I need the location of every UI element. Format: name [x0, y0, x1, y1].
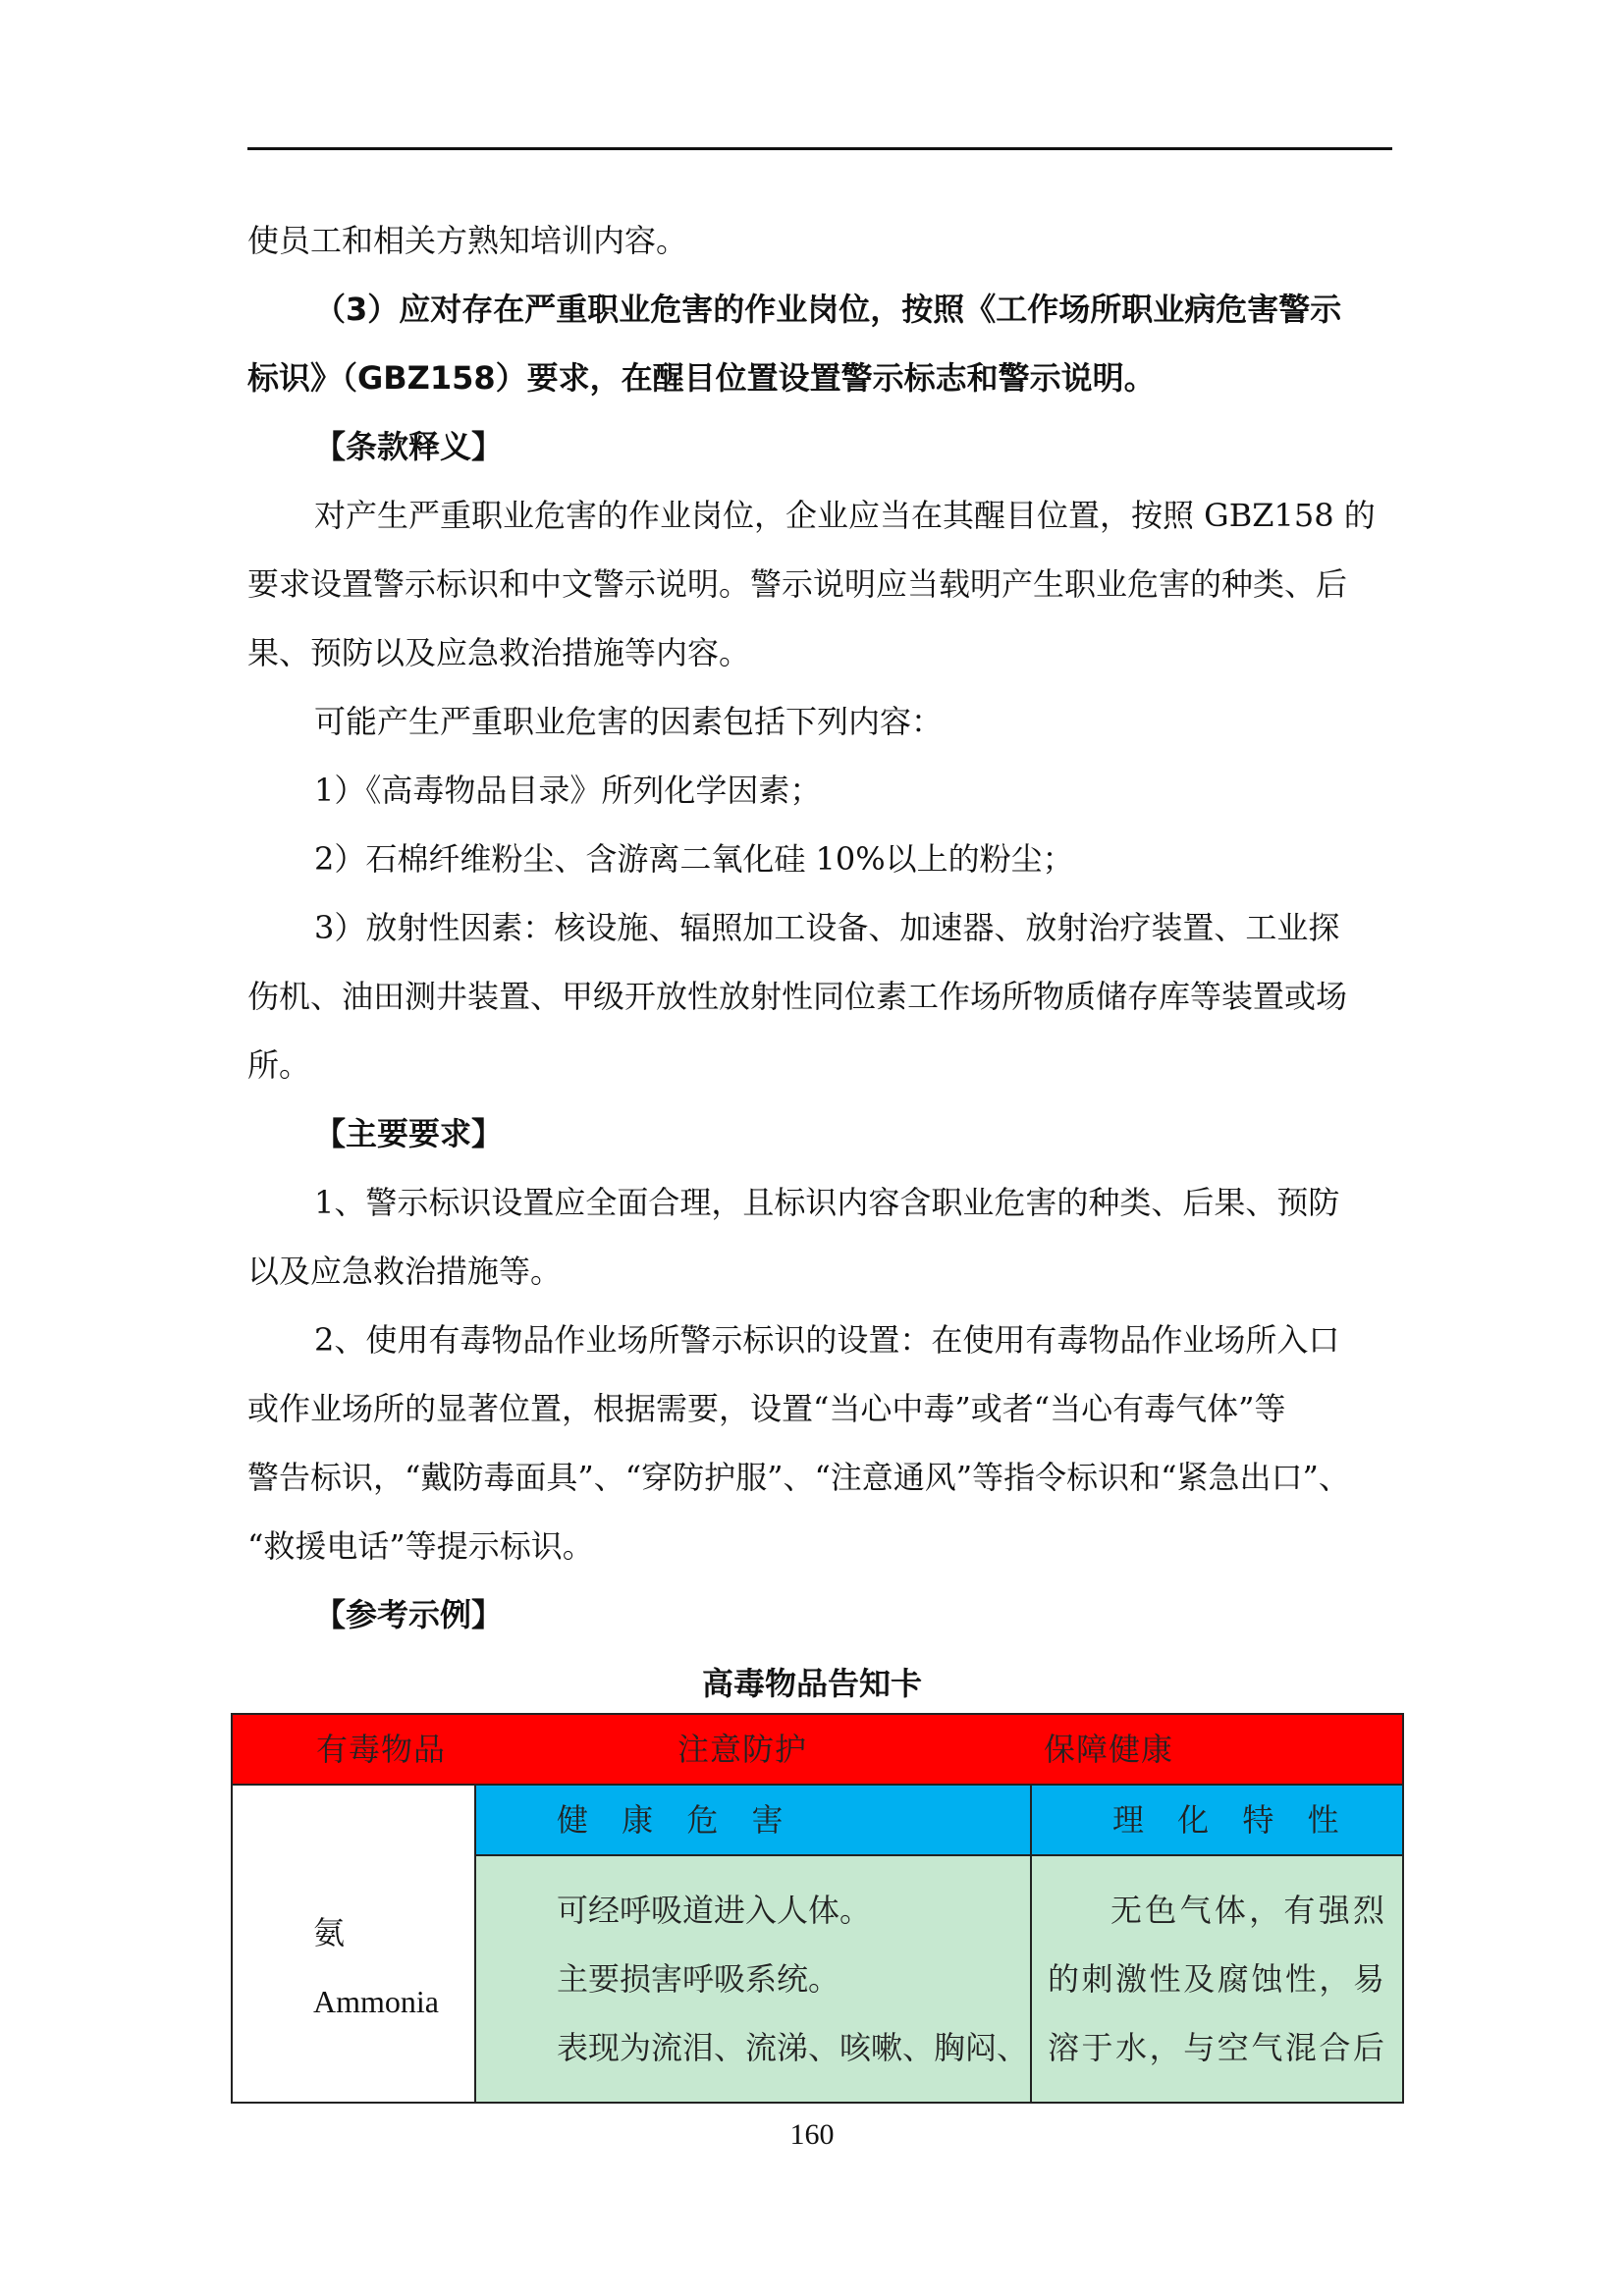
paragraph-continuation: 使员工和相关方熟知培训内容。	[247, 222, 688, 259]
header-rule	[247, 147, 1392, 150]
heading-clause-interpretation: 【条款释义】	[314, 428, 504, 465]
substance-name-zh: 氨	[313, 1914, 346, 1951]
properties-line: 无色气体，有强烈	[1110, 1892, 1386, 1929]
properties-line: 溶于水，与空气混合后	[1048, 2029, 1386, 2066]
factor-item-1: 1）《高毒物品目录》所列化学因素；	[314, 772, 822, 809]
properties-line: 的刺激性及腐蚀性，易	[1048, 1960, 1386, 1998]
requirement-2-line-3: 警告标识，“戴防毒面具”、“穿防护服”、“注意通风”等指令标识和“紧急出口”、	[247, 1459, 1350, 1496]
interpretation-line-3: 果、预防以及应急救治措施等内容。	[247, 634, 751, 671]
interpretation-line-2: 要求设置警示标识和中文警示说明。警示说明应当载明产生职业危害的种类、后	[247, 565, 1348, 603]
hazard-notification-card	[231, 1713, 1404, 2104]
requirement-1-line-1: 1、警示标识设置应全面合理，且标识内容含职业危害的种类、后果、预防	[314, 1184, 1340, 1221]
notification-card-title: 高毒物品告知卡	[701, 1665, 922, 1702]
header-label-toxic-substance: 有毒物品	[316, 1731, 447, 1768]
factors-intro: 可能产生严重职业危害的因素包括下列内容：	[314, 703, 944, 740]
card-header-banner	[233, 1715, 1402, 1786]
factor-item-3-line-2: 伤机、油田测井装置、甲级开放性放射性同位素工作场所物质储存库等装置或场	[247, 978, 1348, 1015]
substance-name-en: Ammonia	[313, 1984, 439, 2019]
substance-name-cell	[233, 1786, 476, 2102]
heading-reference-example: 【参考示例】	[314, 1596, 504, 1633]
factor-item-3-line-3: 所。	[247, 1046, 311, 1084]
page-number: 160	[789, 2118, 835, 2151]
heading-main-requirements: 【主要要求】	[314, 1115, 504, 1152]
health-hazard-cell	[476, 1856, 1032, 2102]
clause-3-line-1: （3）应对存在严重职业危害的作业岗位，按照《工作场所职业病危害警示	[314, 291, 1342, 328]
subheader-properties: 理 化 特 性	[1032, 1786, 1402, 1856]
header-label-health: 保障健康	[1044, 1731, 1174, 1768]
factor-item-3-line-1: 3）放射性因素：核设施、辐照加工设备、加速器、放射治疗装置、工业探	[314, 909, 1340, 946]
requirement-2-line-4: “救援电话”等提示标识。	[247, 1527, 594, 1565]
health-hazard-line: 可经呼吸道进入人体。	[557, 1892, 872, 1929]
requirement-2-line-2: 或作业场所的显著位置，根据需要，设置“当心中毒”或者“当心有毒气体”等	[247, 1390, 1286, 1427]
interpretation-line-1: 对产生严重职业危害的作业岗位，企业应当在其醒目位置，按照 GBZ158 的	[314, 497, 1376, 534]
clause-3-line-2: 标识》（GBZ158）要求，在醒目位置设置警示标志和警示说明。	[247, 359, 1156, 397]
requirement-1-line-2: 以及应急救治措施等。	[247, 1253, 563, 1290]
factor-item-2: 2）石棉纤维粉尘、含游离二氧化硅 10%以上的粉尘；	[314, 840, 1074, 878]
subheader-health-hazard: 健 康 危 害	[476, 1786, 1032, 1856]
properties-cell	[1032, 1856, 1402, 2102]
header-label-protection: 注意防护	[677, 1731, 808, 1768]
requirement-2-line-1: 2、使用有毒物品作业场所警示标识的设置：在使用有毒物品作业场所入口	[314, 1321, 1340, 1359]
health-hazard-line: 主要损害呼吸系统。	[557, 1960, 840, 1998]
health-hazard-line: 表现为流泪、流涕、咳嗽、胸闷、	[557, 2029, 1029, 2066]
